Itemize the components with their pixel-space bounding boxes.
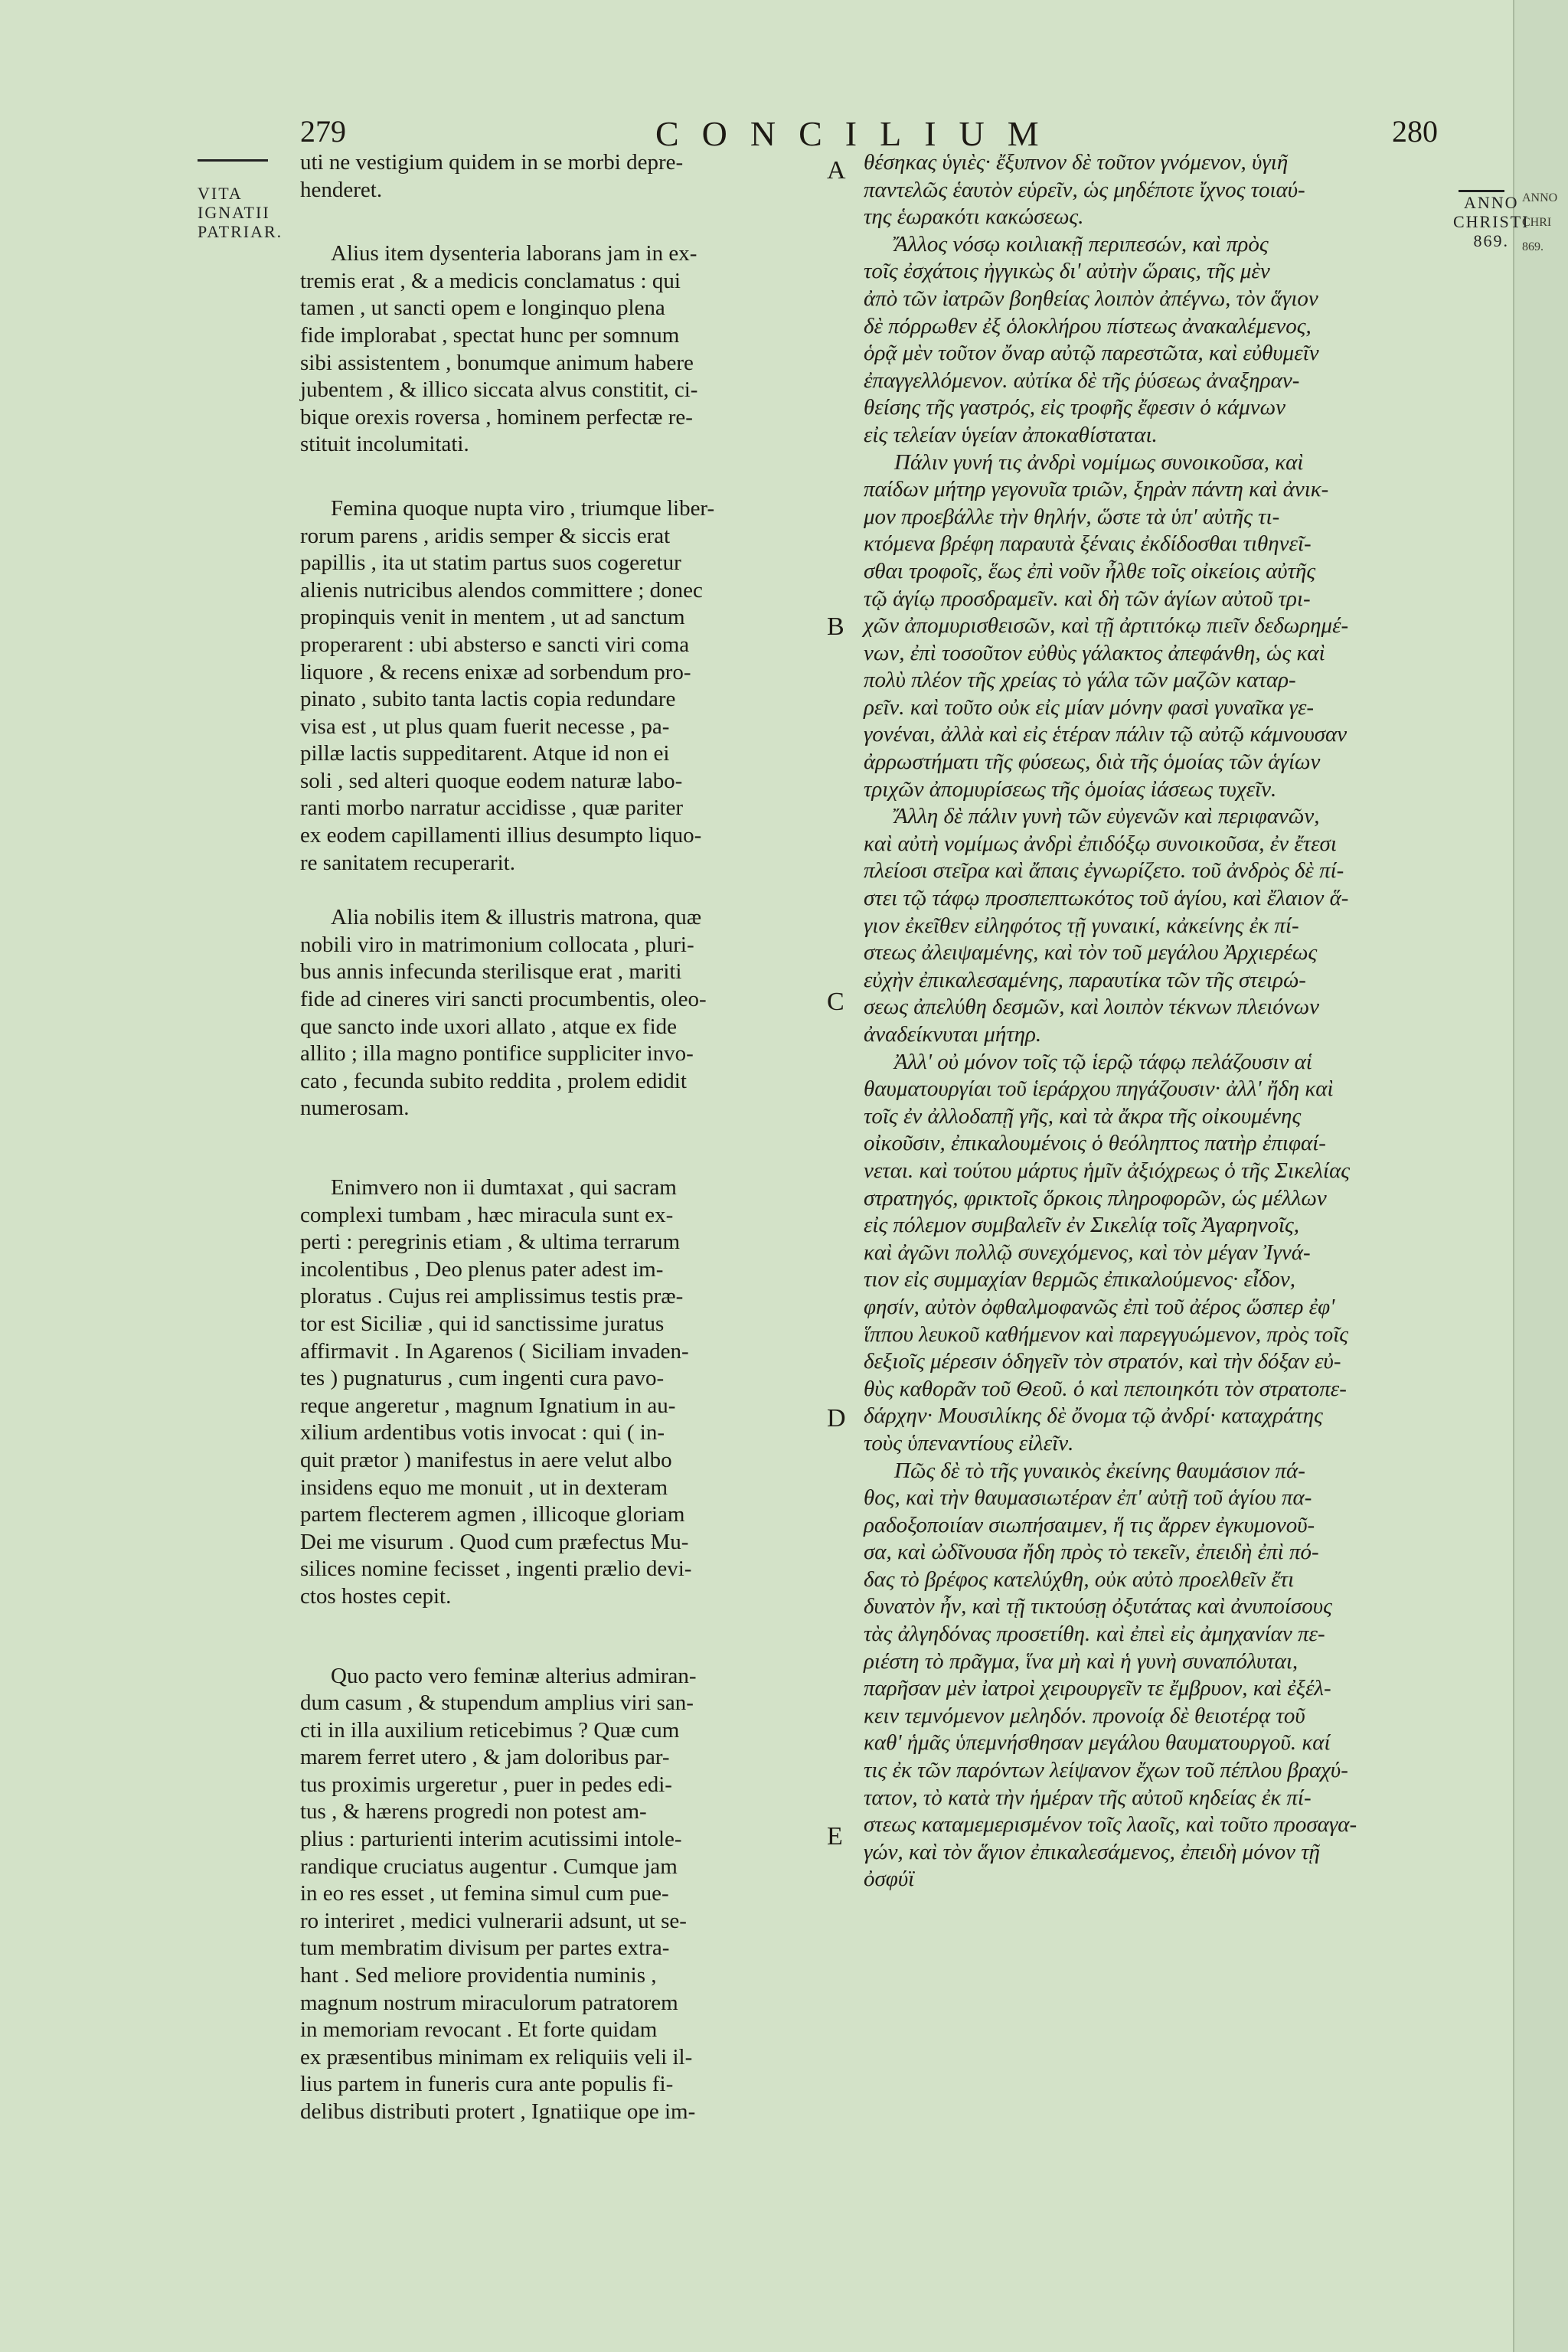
text-line: ραδοξοποιίαν σιωπήσαιμεν, ἥ τις ἄρρεν ἐγκυμονοῦ- [864,1512,1315,1537]
text-line: ἐπαγγελλόμενον. αὐτίκα δὲ τῆς ῥύσεως ἀναξηραν- [864,368,1300,393]
left-margin-rule [198,159,268,162]
text-line: uti ne vestigium quidem in se morbi depre- [300,150,684,175]
text-line: γών, καὶ τὸν ἅγιον ἐπικαλεσάμενος, ἐπειδὴ μόνον τῇ [864,1839,1320,1864]
text-line: Πῶς δὲ τὸ τῆς γυναικὸς ἐκείνης θαυμάσιον πά- [894,1458,1305,1483]
text-line: silices nomine fecisset , ingenti prælio devi- [300,1557,692,1582]
right-margin-rule [1459,190,1504,192]
margin-note-line: 869. [1473,231,1510,250]
section-letter-d: D [827,1404,846,1432]
text-line: tes ) pugnaturus , cum ingenti cura pavo- [300,1366,665,1391]
section-letter-e: E [827,1822,843,1851]
text-line: τιον εἰς συμμαχίαν θερμῶς ἐπικαλούμενος· εἶδον, [864,1267,1296,1292]
text-line: ἀναδείκνυται μήτηρ. [864,1022,1042,1047]
text-line: tor est Siciliæ , qui id sanctissime juratus [300,1311,665,1336]
text-line: νων, ἐπὶ τοσοῦτον εὐθὺς γάλακτος ἀπεφάνθη, ὡς καὶ [864,640,1325,665]
text-line: ἵππου λευκοῦ καθήμενον καὶ παρεγγυώμενον, πρὸς τοῖς [864,1321,1349,1347]
greek-paragraph [864,803,1449,1048]
text-line: νεται. καὶ τούτου μάρτυς ἡμῖν ἀξιόχρεως ὁ τῆς Σικελίας [864,1158,1351,1183]
text-line: reque angeretur , magnum Ignatium in au- [300,1393,676,1418]
text-line: plius : parturienti interim acutissimi intole- [300,1827,682,1852]
text-line: magnum nostrum miraculorum patratorem [300,1990,678,2015]
text-line: complexi tumbam , hæc miracula sunt ex- [300,1202,674,1227]
text-line: tremis erat , & a medicis conclamatus : qui [300,268,681,293]
text-line: liquore , & recens enixæ ad sorbendum pro- [300,659,691,684]
text-line: soli , sed alteri quoque eodem naturæ labo- [300,768,683,793]
text-line: tus proximis urgeretur , puer in pedes edi- [300,1772,672,1797]
text-line: que sancto inde uxori allato , atque ex fide [300,1014,678,1039]
text-line: στεως καταμεμερισμένον τοῖς λαοῖς, καὶ τοῦτο προσαγα- [864,1812,1357,1838]
text-line: marem ferret utero , & jam doloribus par- [300,1745,670,1770]
text-line: θος, καὶ τὴν θαυμασιωτέραν ἐπ' αὐτῇ τοῦ ἁγίου πα- [864,1485,1312,1511]
text-line: ἀρρωστήματι τῆς φύσεως, διὰ τῆς ὁμοίας τῶν ἁγίων [864,750,1321,775]
text-line: θέσηκας ὑγιὲς· ἔξυπνον δὲ τοῦτον γνόμενον, ὑγιῆ [864,150,1289,175]
section-letter-a: A [827,156,846,185]
text-line: ex eodem capillamenti illius desumpto liquo- [300,823,702,848]
text-line: φησίν, αὐτὸν ὀφθαλμοφανῶς ἐπὶ τοῦ ἀέρος ὥσπερ ἐφ' [864,1294,1335,1319]
text-line: Ἄλλη δὲ πάλιν γυνὴ τῶν εὐγενῶν καὶ περιφανῶν, [894,804,1320,829]
text-line: Ἀλλ' οὐ μόνον τοῖς τῷ ἱερῷ τάφῳ πελάζουσιν αἱ [894,1049,1312,1074]
margin-note-line: IGNATII [198,203,270,222]
latin-paragraph [300,495,818,877]
next-page-edge [1513,0,1568,2352]
greek-paragraph [864,1049,1449,1458]
text-line: σα, καὶ ὠδῖνουσα ἤδη πρὸς τὸ τεκεῖν, ἐπειδὴ ἐπὶ πό- [864,1540,1319,1565]
margin-note-line: VITA [198,184,243,203]
text-line: εἰς τελείαν ὑγείαν ἀποκαθίσταται. [864,422,1158,447]
text-line: δὲ πόρρωθεν ἐξ ὁλοκλήρου πίστεως ἀνακαλέμενος, [864,313,1312,338]
section-letter-c: C [827,988,844,1016]
page-number-right: 280 [1392,114,1438,149]
text-line: propinquis venit in mentem , ut ad sanctum [300,605,685,630]
text-line: τῷ ἁγίῳ προσδραμεῖν. καὶ δὴ τῶν ἁγίων αὐτοῦ τρι- [864,586,1311,611]
text-line: randique cruciatus augentur . Cumque jam [300,1854,678,1879]
text-line: δάρχην· Μουσιλίκης δὲ ὄνομα τῷ ἀνδρί· καταχράτης [864,1403,1323,1429]
text-line: της ἑωρακότι κακώσεως. [864,204,1084,230]
text-line: tum membratim divisum per partes extra- [300,1936,670,1961]
running-title: CONCILIUM [655,114,1062,153]
text-line: ὁρᾷ μὲν τοῦτον ὄναρ αὐτῷ παρεστῶτα, καὶ εὐθυμεῖν [864,341,1319,366]
left-margin-note [198,184,283,241]
text-line: εἰς πόλεμον συμβαλεῖν ἐν Σικελίᾳ τοῖς Ἀγαρηνοῖς, [864,1213,1300,1238]
text-line: οἰκοῦσιν, ἐπικαλουμένοις ὁ θεόληπτος πατὴρ ἐπιφαί- [864,1131,1326,1156]
text-line: στρατηγός, φρικτοῖς ὅρκοις πληροφορῶν, ὡς μέλλων [864,1185,1327,1210]
text-line: Alia nobilis item & illustris matrona, quæ [331,905,702,930]
text-line: κειν τεμνόμενον μεληδόν. προνοίᾳ δὲ θειοτέρᾳ τοῦ [864,1703,1305,1728]
text-line: lius partem in funeris cura ante populis fi- [300,2072,674,2097]
text-line: ex præsentibus minimam ex reliquiis veli il- [300,2044,693,2069]
latin-paragraph [300,904,818,1122]
text-line: ρεῖν. καὶ τοῦτο οὐκ εἰς μίαν μόνην φασὶ γυναῖκα γε- [864,694,1315,720]
text-line: affirmavit . In Agarenos ( Siciliam invaden- [300,1338,689,1364]
text-line: τοῖς ἐσχάτοις ἠγγικὼς δι' αὐτὴν ὥραις, τῆς μὲν [864,259,1270,284]
text-line: γονέναι, ἀλλὰ καὶ εἰς ἑτέραν πάλιν τῷ αὐτῷ κάμνουσαν [864,722,1348,747]
gutter-fragment: ANNO [1522,191,1558,204]
text-line: partem flecterem agmen , illicoque gloriam [300,1502,685,1527]
text-line: Dei me visurum . Quod cum præfectus Mu- [300,1529,689,1554]
text-line: tus , & hærens progredi non potest am- [300,1799,647,1824]
text-line: στει τῷ τάφῳ προσπεπτωκότος τοῦ ἁγίου, καὶ ἔλαιον ἅ- [864,886,1349,911]
text-line: in memoriam revocant . Et forte quidam [300,2017,658,2043]
text-line: henderet. [300,177,383,202]
text-line: stituit incolumitati. [300,432,469,457]
text-line: μον προεβάλλε τὴν θηλήν, ὥστε τὰ ὑπ' αὐτῆς τι- [864,504,1280,529]
margin-note-line: PATRIAR. [198,222,283,241]
latin-column [300,149,818,2126]
text-line: fide ad cineres viri sancti procumbentis, oleo- [300,987,707,1012]
text-line: numerosam. [300,1096,410,1121]
text-line: παντελῶς ἑαυτὸν εὑρεῖν, ὡς μηδέποτε ἴχνος τοιαύ- [864,177,1305,202]
text-line: papillis , ita ut statim partus suos cogeretur [300,550,681,576]
text-line: πολὺ πλέον τῆς χρείας τὸ γάλα τῶν μαζῶν καταρ- [864,668,1296,693]
text-line: τις ἐκ τῶν παρόντων λείψανον ἔχων τοῦ πέπλου βραχύ- [864,1758,1348,1783]
margin-note-line: CHRISTI [1453,212,1530,231]
text-line: pillæ lactis suppeditarent. Atque id non ei [300,741,670,766]
text-line: hant . Sed meliore providentia numinis , [300,1963,657,1988]
text-line: ctos hostes cepit. [300,1583,452,1609]
text-line: θὺς καθορᾶν τοῦ Θεοῦ. ὁ καὶ πεποιηκότι τὸν στρατοπε- [864,1376,1347,1401]
text-line: sibi assistentem , bonumque animum habere [300,350,694,375]
text-line: πλείοσι στεῖρα καὶ ἄπαις ἐγνωρίζετο. τοῦ ἀνδρὸς δὲ πί- [864,858,1344,884]
text-line: allito ; illa magno pontifice suppliciter invo- [300,1041,694,1067]
text-line: θαυματουργίαι τοῦ ἱεράρχου πηγάζουσιν· ἀλλ' ἤδη καὶ [864,1076,1334,1102]
text-line: τατον, τὸ κατὰ τὴν ἡμέραν τῆς αὐτοῦ κηδείας ἐκ πί- [864,1785,1312,1810]
latin-paragraph [300,1174,818,1611]
right-margin-note [1453,193,1530,250]
text-line: ριέστη τὸ πρᾶγμα, ἵνα μὴ καὶ ἡ γυνὴ συναπόλυται, [864,1648,1298,1674]
text-line: δεξιοῖς μέρεσιν ὁδηγεῖν τὸν στρατόν, καὶ τὴν δόξαν εὐ- [864,1349,1341,1374]
text-line: bique orexis roversa , hominem perfectæ re- [300,404,693,430]
text-line: Ἄλλος νόσῳ κοιλιακῇ περιπεσών, καὶ πρὸς [894,231,1269,256]
text-line: σθαι τροφοῖς, ἕως ἐπὶ νοῦν ἦλθε τοῖς οἰκείοις αὐτῆς [864,558,1316,583]
text-line: καὶ αὐτὴ νομίμως ἀνδρὶ ἐπιδόξῳ συνοικοῦσα, ἐν ἔτεσι [864,831,1337,856]
text-line: ro interiret , medici vulnerarii adsunt, ut se- [300,1908,687,1933]
text-line: insidens equo me monuit , ut in dexteram [300,1475,668,1500]
text-line: xilium ardentibus votis invocat : qui ( in- [300,1420,665,1446]
greek-paragraph [864,231,1449,449]
text-line: δυνατὸν ἦν, καὶ τῇ τικτούσῃ ὀξυτάτας καὶ ἀνυποίσους [864,1594,1332,1619]
page-number-left: 279 [300,114,346,149]
text-line: in eo res esset , ut femina simul cum pue- [300,1881,669,1906]
latin-paragraph [300,1663,818,2126]
text-line: bus annis infecunda sterilisque erat , mariti [300,959,682,985]
text-line: cti in illa auxilium reticebimus ? Quæ cum [300,1717,680,1743]
greek-paragraph [864,449,1449,804]
text-line: δας τὸ βρέφος κατελύχθη, οὐκ αὐτὸ προελθεῖν ἔτι [864,1566,1295,1592]
text-line: re sanitatem recuperarit. [300,850,515,875]
text-line: quit prætor ) manifestus in aere velut albo [300,1447,672,1472]
text-line: properarent : ubi absterso e sancti viri coma [300,632,690,657]
greek-column [864,149,1449,1893]
greek-paragraph [864,149,1449,231]
text-line: θείσης τῆς γαστρός, εἰς τροφῆς ἔφεσιν ὁ κάμνων [864,395,1286,420]
text-line: alienis nutricibus alendos committere ; donec [300,577,703,603]
text-line: ὀσφύϊ [864,1867,915,1892]
text-line: Πάλιν γυνή τις ἀνδρὶ νομίμως συνοικοῦσα, καὶ [894,449,1304,475]
text-line: ἀπὸ τῶν ἰατρῶν βοηθείας λοιπὸν ἀπέγνω, τὸν ἅγιον [864,286,1318,311]
text-line: τριχῶν ἀπομυρίσεως τῆς ὁμοίας ἰάσεως τυχεῖν. [864,776,1277,802]
text-line: cato , fecunda subito reddita , prolem edidit [300,1068,687,1093]
text-line: incolentibus , Deo plenus pater adest im- [300,1256,664,1282]
text-line: εὐχὴν ἐπικαλεσαμένης, παραυτίκα τῶν τῆς στειρώ- [864,967,1306,992]
text-line: σεως ἀπελύθη δεσμῶν, καὶ λοιπὸν τέκνων πλειόνων [864,995,1319,1020]
text-line: κτόμενα βρέφη παραυτὰ ξέναις ἐκδίδοσθαι τιθηνεῖ- [864,531,1312,557]
text-line: καθ' ἡμᾶς ὑπεμνήσθησαν μεγάλου θαυματουργοῦ. καί [864,1730,1331,1756]
text-line: pinato , subito tanta lactis copia redundare [300,687,676,712]
text-line: Enimvero non ii dumtaxat , qui sacram [331,1175,677,1200]
text-line: dum casum , & stupendum amplius viri san- [300,1690,694,1716]
gutter-fragment: CHRI [1522,216,1552,229]
text-line: visa est , ut plus quam fuerit necesse , pa- [300,714,670,739]
text-line: ploratus . Cujus rei amplissimus testis præ- [300,1284,684,1309]
section-letter-b: B [827,612,844,641]
text-line: στεως ἀλειψαμένης, καὶ τὸν τοῦ μεγάλου Ἀρχιερέως [864,940,1318,965]
text-line: delibus distributi protert , Ignatiique ope im- [300,2099,696,2124]
text-line: perti : peregrinis etiam , & ultima terrarum [300,1230,681,1255]
gutter-fragment: 869. [1522,240,1544,253]
text-line: jubentem , & illico siccata alvus constitit, ci- [300,377,698,403]
text-line: nobili viro in matrimonium collocata , pluri- [300,932,694,957]
text-line: χῶν ἀπομυρισθεισῶν, καὶ τῇ ἀρτιτόκῳ πιεῖν δεδωρημέ- [864,613,1349,639]
margin-note-line: ANNO [1464,193,1519,212]
text-line: τὰς ἀλγηδόνας προσετίθη. καὶ ἐπεὶ εἰς ἀμηχανίαν πε- [864,1622,1325,1647]
text-line: παίδων μήτηρ γεγονυῖα τριῶν, ξηρὰν πάντη καὶ ἀνικ- [864,477,1329,502]
text-line: Alius item dysenteria laborans jam in ex- [331,241,697,266]
text-line: ranti morbo narratur accidisse , quæ pariter [300,795,684,821]
latin-paragraph [300,149,818,204]
text-line: τοὺς ὑπεναντίους εἰλεῖν. [864,1430,1074,1455]
text-line: γιον ἐκεῖθεν εἰληφότος τῇ γυναικί, κἀκείνης ἐκ πί- [864,913,1299,938]
text-line: fide implorabat , spectat hunc per somnum [300,322,680,348]
text-line: rorum parens , aridis semper & siccis erat [300,523,671,548]
greek-paragraph [864,1458,1449,1894]
text-line: τοῖς ἐν ἀλλοδαπῇ γῆς, καὶ τὰ ἄκρα τῆς οἰκουμένης [864,1103,1302,1129]
latin-paragraph [300,240,818,459]
text-line: tamen , ut sancti opem e longinquo plena [300,296,665,321]
text-line: καὶ ἀγῶνι πολλῷ συνεχόμενος, καὶ τὸν μέγαν Ἰγνά- [864,1240,1311,1265]
text-line: Quo pacto vero feminæ alterius admiran- [331,1663,697,1688]
text-line: παρῆσαν μὲν ἰατροὶ χειρουργεῖν τε ἔμβρυον, καὶ ἐξέλ- [864,1676,1331,1701]
text-line: Femina quoque nupta viro , triumque liber- [331,495,715,521]
